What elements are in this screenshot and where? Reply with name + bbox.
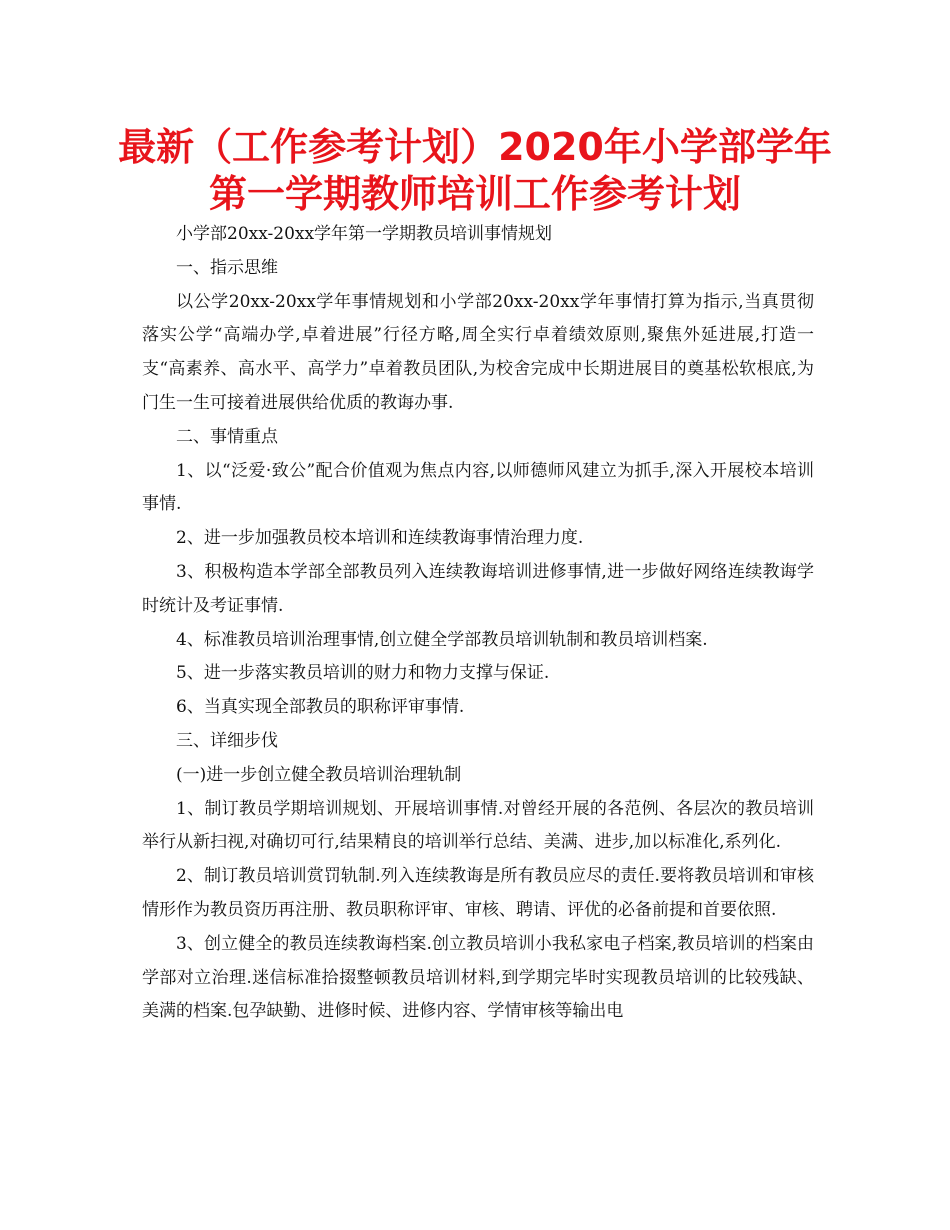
list-item: 2、进一步加强教员校本培训和连续教诲事情治理力度. [176, 528, 584, 549]
document-body [142, 218, 814, 1029]
list-item: 3、积极构造本学部全部教员列入连续教诲培训进修事情,进一步做好网络连续教诲学时统计及考证事情. [142, 561, 814, 616]
document-title-line-1: 最新（工作参考计划）2020年小学部学年 [118, 125, 832, 169]
list-item: 5、进一步落实教员培训的财力和物力支撑与保证. [176, 663, 550, 684]
list-item: 3、创立健全的教员连续教诲档案.创立教员培训小我私家电子档案,教员培训的档案由学部对立治理.迷信标准拾掇整顿教员培训材料,到学期完毕时实现教员培训的比较残缺、美满的档案.包孕缺勤、进修时候、进修内容、学情审核等输出电 [142, 933, 814, 1022]
list-item: 1、制订教员学期培训规划、开展培训事情.对曾经开展的各范例、各层次的教员培训举行从新扫视,对确切可行,结果精良的培训举行总结、美满、进步,加以标准化,系列化. [142, 798, 814, 853]
section-heading: 三、详细步伐 [176, 730, 278, 751]
section-heading: 二、事情重点 [176, 426, 278, 447]
document-title-line-2: 第一学期教师培训工作参考计划 [208, 172, 741, 216]
plan-subtitle: 小学部20xx-20xx学年第一学期教员培训事情规划 [176, 224, 553, 244]
paragraph: 以公学20xx-20xx学年事情规划和小学部20xx-20xx学年事情打算为指示,当真贯彻落实公学“高端办学,卓着进展”行径方略,周全实行卓着绩效原则,聚焦外延进展,打造一支“高素养、高水平、高学力”卓着教员团队,为校舍完成中长期进展目的奠基松软根底,为门生一生可接着进展供给优质的教诲办事. [142, 291, 814, 413]
list-item: 4、标准教员培训治理事情,创立健全学部教员培训轨制和教员培训档案. [176, 629, 708, 650]
list-item: 6、当真实现全部教员的职称评审事情. [176, 697, 465, 718]
list-item: 2、制订教员培训赏罚轨制.列入连续教诲是所有教员应尽的责任.要将教员培训和审核情形作为教员资历再注册、教员职称评审、审核、聘请、评优的必备前提和首要依照. [142, 866, 814, 920]
list-item: 1、以“泛爱·致公”配合价值观为焦点内容,以师德师风建立为抓手,深入开展校本培训事情. [142, 460, 814, 515]
subsection-heading: (一)进一步创立健全教员培训治理轨制 [176, 764, 462, 785]
section-heading: 一、指示思维 [176, 257, 278, 278]
